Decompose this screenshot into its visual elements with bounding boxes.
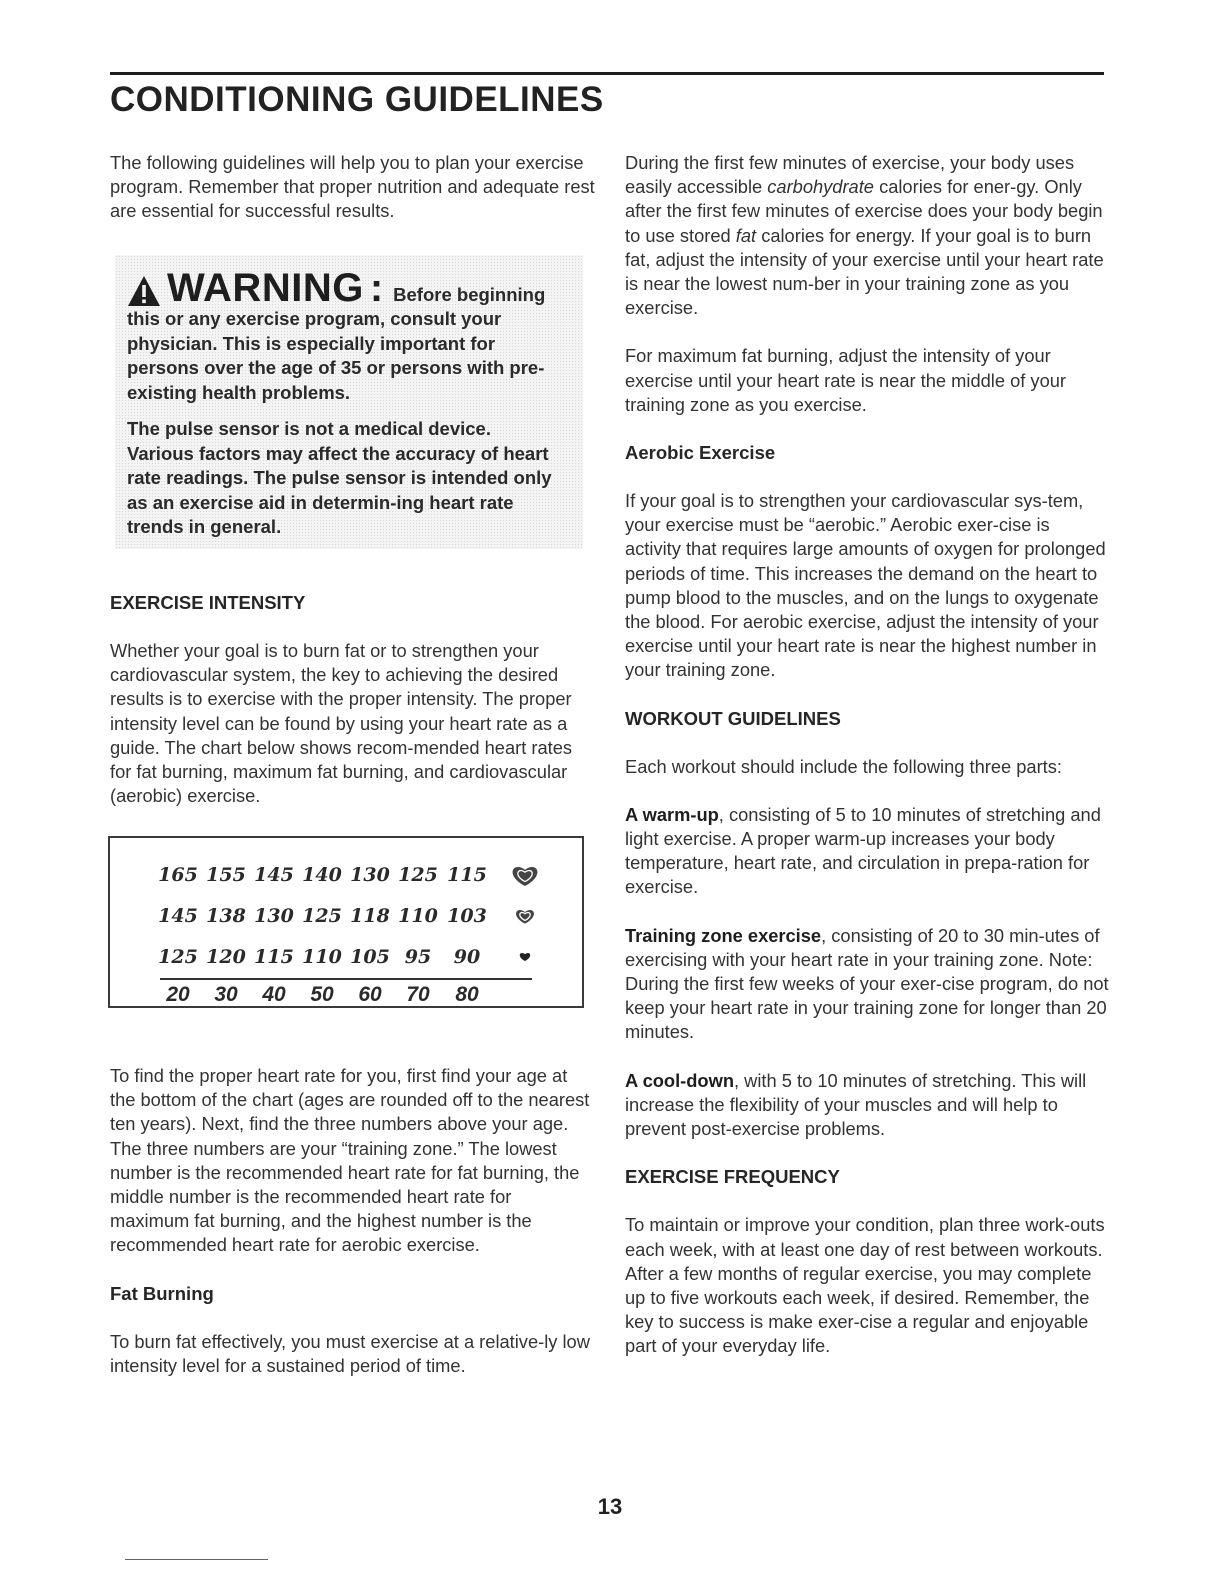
warning-box	[115, 255, 583, 549]
heart-rate-value: 115	[254, 946, 294, 968]
heart-rate-value: 138	[206, 905, 246, 927]
heart-small-icon	[520, 953, 530, 961]
cool-down-label: A cool-down	[625, 1069, 734, 1091]
warm-up-label: A warm-up	[625, 803, 719, 825]
heart-rate-value: 155	[206, 864, 246, 886]
age-label: 40	[262, 983, 286, 1006]
warning-text-consult: this or any exercise program, consult your physician. This is especially important for persons over the age of 35 or persons with pre-existing health problems.	[127, 308, 545, 403]
exercise-intensity-heading: EXERCISE INTENSITY	[110, 592, 306, 613]
fat-term: fat	[735, 224, 757, 246]
training-zone-paragraph	[625, 924, 1110, 1045]
heart-rate-value: 95	[404, 946, 432, 968]
heart-rate-value: 90	[453, 946, 481, 968]
energy-text-2: calories for ener-gy. Only after the first few minutes of exercise does your body begin to use stored	[625, 176, 1103, 246]
energy-text-1: During the first few minutes of exercise, your body uses easily accessible	[625, 152, 1075, 198]
training-zone-label: Training zone exercise	[625, 924, 822, 946]
age-label: 80	[455, 983, 479, 1006]
aerobic-exercise-heading: Aerobic Exercise	[625, 442, 776, 464]
cool-down-paragraph	[625, 1069, 1110, 1142]
cool-down-text: , with 5 to 10 minutes of stretching. This will increase the flexibility of your muscles and will help to prevent post-exercise problems.	[625, 1069, 1087, 1140]
max-fat-burning-paragraph: For maximum fat burning, adjust the intensity of your exercise until your heart rate is near the middle of your training zone as you exercise.	[625, 345, 1066, 415]
heart-rate-value: 165	[158, 864, 198, 886]
page-title: CONDITIONING GUIDELINES	[110, 80, 604, 119]
warning-colon: :	[369, 266, 384, 310]
intensity-section	[110, 591, 595, 808]
heart-rate-value: 145	[254, 864, 294, 886]
heart-rate-value: 145	[158, 905, 198, 927]
heart-large-icon	[513, 867, 538, 886]
training-zone-text: , consisting of 20 to 30 min-utes of exercising with your heart rate in your training zone. Note: During the first few weeks of your exer-cise program, do not keep your heart rate in your training zone for longer than 20 minutes.	[625, 924, 1109, 1043]
right-column	[625, 151, 1110, 1359]
heart-rate-chart-svg	[110, 838, 582, 1006]
heart-medium-icon	[516, 910, 534, 924]
age-label: 70	[406, 983, 430, 1006]
age-label: 60	[358, 983, 382, 1006]
age-label: 20	[166, 983, 190, 1006]
bottom-link-underline	[125, 1559, 268, 1560]
fat-burning-heading: Fat Burning	[110, 1282, 214, 1304]
heart-rate-value: 120	[206, 946, 246, 968]
heart-rate-value: 125	[302, 905, 342, 927]
chart-explanation-section	[110, 1064, 595, 1378]
heart-rate-value: 105	[350, 946, 390, 968]
fat-burning-text: To burn fat effectively, you must exercise at a relative-ly low intensity level for a sustained period of time.	[110, 1330, 590, 1376]
page-number: 13	[597, 1494, 623, 1519]
warning-heading	[127, 266, 557, 310]
heart-rate-value: 118	[350, 905, 390, 927]
exercise-intensity-text: Whether your goal is to burn fat or to strengthen your cardiovascular system, the key to achieving the desired results is to exercise with the proper intensity. The proper intensity level can be found by using your heart rate as a guide. The chart below shows recom-mended heart rates for fat burning, maximum fat burning, and cardiovascular (aerobic) exercise.	[110, 640, 573, 807]
carbohydrate-term: carbohydrate	[767, 176, 874, 198]
heart-rate-value: 125	[398, 864, 438, 886]
warm-up-text: , consisting of 5 to 10 minutes of stretching and light exercise. A proper warm-up increases your body temperature, heart rate, and circulation in prepa-ration for exercise.	[625, 803, 1101, 898]
heart-rate-value: 115	[447, 864, 487, 886]
workout-intro-text: Each workout should include the following three parts:	[625, 755, 1062, 777]
heart-rate-value: 110	[398, 905, 438, 927]
warning-lead: Before beginning	[393, 284, 546, 305]
energy-text-3: calories for energy. If your goal is to burn fat, adjust the intensity of your exercise until your heart rate is near the lowest num-ber in your training zone as you exercise.	[625, 224, 1104, 319]
age-label: 30	[214, 983, 238, 1006]
exercise-frequency-text: To maintain or improve your condition, plan three work-outs each week, with at least one day of rest between workouts. After a few months of regular exercise, you may complete up to five workouts each week, if desired. Remember, the key to success is make exer-cise a regular and enjoyable part of your everyday life.	[625, 1214, 1105, 1357]
age-label: 50	[310, 983, 334, 1006]
heart-rate-value: 103	[447, 905, 487, 927]
warm-up-paragraph	[625, 803, 1110, 900]
aerobic-exercise-text: If your goal is to strengthen your cardiovascular sys-tem, your exercise must be “aerobic.” Aerobic exer-cise is activity that requires large amounts of oxygen for prolonged periods of time. This increases the demand on the heart to pump blood to the muscles, and on the lungs to oxygenate the blood. For aerobic exercise, adjust the intensity of your exercise until your heart rate is near the highest number in your training zone.	[625, 490, 1106, 681]
left-column	[110, 151, 595, 224]
top-rule	[110, 72, 1104, 75]
heart-rate-value: 125	[158, 946, 198, 968]
intro-paragraph: The following guidelines will help you to plan your exercise program. Remember that proper nutrition and adequate rest are essential for successful results.	[110, 152, 595, 222]
exercise-frequency-heading: EXERCISE FREQUENCY	[625, 1166, 840, 1188]
heart-rate-value: 130	[254, 905, 294, 927]
energy-paragraph	[625, 151, 1110, 320]
warning-word: WARNING	[167, 266, 364, 310]
heart-rate-chart	[108, 836, 584, 1008]
heart-rate-value: 110	[302, 946, 342, 968]
heart-rate-value: 140	[302, 864, 342, 886]
heart-rate-value: 130	[350, 864, 390, 886]
chart-explanation-text: To find the proper heart rate for you, first find your age at the bottom of the chart (ages are rounded off to the nearest ten years). Next, find the three numbers above your age. The three numbers are your “training zone.” The lowest number is the recommended heart rate for fat burning, the middle number is the recommended heart rate for maximum fat burning, and the highest number is the recommended heart rate for aerobic exercise.	[110, 1065, 590, 1256]
warning-triangle-icon	[127, 275, 161, 307]
warning-text-pulse-sensor: The pulse sensor is not a medical device. Various factors may affect the accuracy of heart rate readings. The pulse sensor is intended only as an exercise aid in determin-ing heart rate trends in general.	[127, 418, 552, 537]
workout-guidelines-heading: WORKOUT GUIDELINES	[625, 707, 841, 729]
